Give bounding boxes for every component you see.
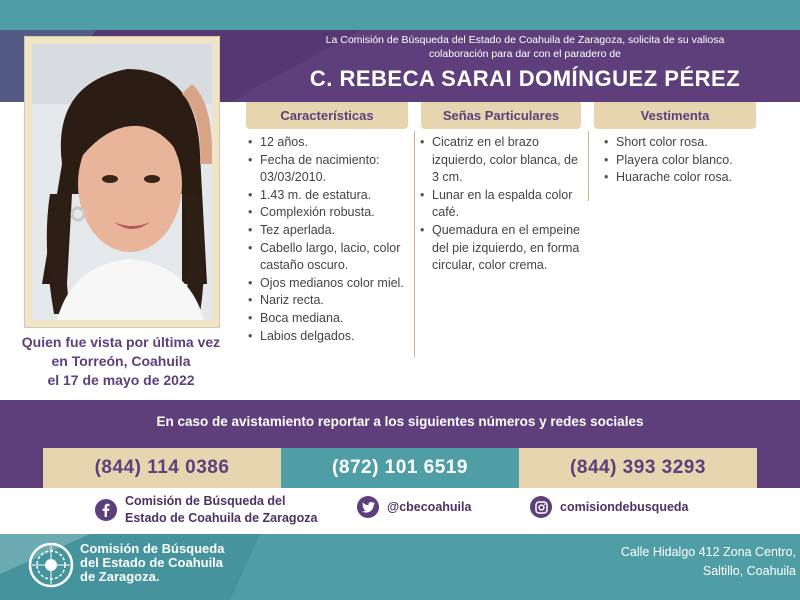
instagram-icon xyxy=(530,496,552,518)
list-item: • Fecha de nacimiento: 03/03/2010. xyxy=(246,152,406,187)
report-instructions: En caso de avistamiento reportar a los siguientes números y redes sociales xyxy=(156,414,644,429)
twitter-handle: @cbecoahuila xyxy=(387,500,472,514)
caracteristicas-list xyxy=(246,134,406,345)
address-line-2: Saltillo, Coahuila xyxy=(702,564,796,578)
phone-number-2[interactable]: (872) 101 6519 xyxy=(281,448,519,488)
missing-person-name: C. REBECA SARAI DOMÍNGUEZ PÉREZ xyxy=(309,66,741,91)
commission-name xyxy=(80,542,224,584)
list-item: • Tez aperlada. xyxy=(246,222,406,240)
list-item: • Short color rosa. xyxy=(602,134,772,152)
phone-number-1[interactable]: (844) 114 0386 xyxy=(43,448,281,488)
list-item: • Quemadura en el empeine del pie izquierdo, en forma circular, color crema. xyxy=(418,222,582,275)
commission-logo-icon xyxy=(28,542,74,588)
facebook-label-line-1: Comisión de Búsqueda del xyxy=(125,494,286,508)
facebook-label-line-2: Estado de Coahuila de Zaragoza xyxy=(125,511,318,525)
org-line-3: de Zaragoza. xyxy=(80,569,160,584)
twitter-icon xyxy=(357,496,379,518)
list-item: • Cicatriz en el brazo izquierdo, color blanca, de 3 cm. xyxy=(418,134,582,187)
column-divider xyxy=(588,131,589,201)
address xyxy=(576,543,796,581)
twitter-link[interactable] xyxy=(357,496,471,518)
last-seen-line-3: el 17 de mayo de 2022 xyxy=(47,372,195,388)
caracteristicas-header: Características xyxy=(246,102,408,129)
org-line-2: del Estado de Coahuila xyxy=(80,555,224,570)
photo-frame xyxy=(24,36,220,328)
column-divider xyxy=(414,131,415,357)
phone-number-3[interactable]: (844) 393 3293 xyxy=(519,448,757,488)
list-item: • 12 años. xyxy=(246,134,406,152)
last-seen-line-1: Quien fue vista por última vez xyxy=(21,334,221,350)
list-item: • Cabello largo, lacio, color castaño oscuro. xyxy=(246,240,406,275)
senas-particulares-header: Señas Particulares xyxy=(421,102,581,129)
last-seen-info xyxy=(6,333,236,390)
list-item: • Lunar en la espalda color café. xyxy=(418,187,582,222)
intro-text xyxy=(245,33,800,61)
list-item: • 1.43 m. de estatura. xyxy=(246,187,406,205)
senas-particulares-list xyxy=(418,134,582,275)
missing-person-photo xyxy=(32,44,212,320)
list-item: • Ojos medianos color miel. xyxy=(246,275,406,293)
list-item: • Complexión robusta. xyxy=(246,204,406,222)
intro-line-1: La Comisión de Búsqueda del Estado de Coahuila de Zaragoza, solicita de su valiosa xyxy=(325,34,725,46)
instagram-link[interactable] xyxy=(530,496,689,518)
intro-line-2: colaboración para dar con el paradero de xyxy=(428,48,622,60)
facebook-icon xyxy=(95,499,117,521)
facebook-link[interactable] xyxy=(95,493,317,527)
org-line-1: Comisión de Búsqueda xyxy=(80,541,225,556)
list-item: • Labios delgados. xyxy=(246,328,406,346)
last-seen-line-2: en Torreón, Coahuila xyxy=(51,353,191,369)
address-line-1: Calle Hidalgo 412 Zona Centro, xyxy=(620,545,796,559)
vestimenta-header: Vestimenta xyxy=(594,102,756,129)
list-item: • Huarache color rosa. xyxy=(602,169,772,187)
instagram-handle: comisiondebusqueda xyxy=(560,500,689,514)
phone-numbers xyxy=(43,448,757,488)
list-item: • Boca mediana. xyxy=(246,310,406,328)
list-item: • Playera color blanco. xyxy=(602,152,772,170)
vestimenta-list xyxy=(602,134,772,187)
list-item: • Nariz recta. xyxy=(246,292,406,310)
